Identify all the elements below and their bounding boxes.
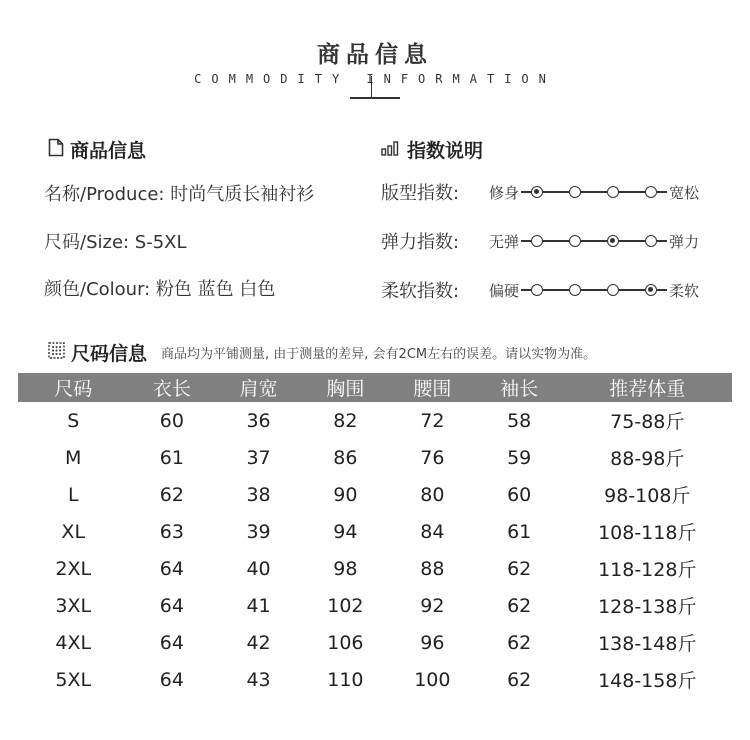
table-cell: 98-108斤 — [604, 485, 691, 507]
index-scale — [521, 235, 667, 247]
table-cell: 64 — [159, 594, 184, 617]
table-cell: 5XL — [55, 668, 92, 691]
table-cell: L — [67, 483, 79, 506]
product-color: 颜色/Colour: 粉色 蓝色 白色 — [44, 279, 276, 300]
page-title: 商品信息 — [317, 42, 433, 68]
index-row-label: 版型指数: — [381, 183, 460, 204]
table-cell: 88-98斤 — [610, 448, 685, 470]
table-cell: 94 — [333, 520, 358, 543]
table-cell: 72 — [420, 409, 445, 432]
table-row — [18, 624, 732, 661]
table-row — [18, 513, 732, 550]
index-heading — [381, 136, 483, 163]
index-row-min-label: 偏硬 — [489, 281, 520, 300]
table-cell: 96 — [420, 631, 445, 654]
page-subtitle: COMMODITY INFORMATION — [194, 72, 556, 86]
index-dot — [569, 235, 581, 247]
column-header: 衣长 — [152, 378, 191, 400]
index-row-label: 弹力指数: — [381, 232, 460, 253]
table-cell: 42 — [246, 631, 271, 654]
index-dot — [569, 284, 581, 296]
table-row — [18, 661, 732, 698]
table-cell: 40 — [246, 557, 271, 580]
table-cell: 110 — [327, 668, 364, 691]
index-dot — [569, 186, 581, 198]
table-cell: 61 — [507, 520, 532, 543]
index-dot-selected — [645, 284, 657, 296]
index-dot-selected — [607, 235, 619, 247]
table-cell: 82 — [333, 409, 358, 432]
column-header: 胸围 — [326, 378, 365, 400]
table-cell: 4XL — [55, 631, 92, 654]
column-header: 尺码 — [54, 378, 93, 400]
table-cell: 59 — [507, 446, 532, 469]
table-cell: 76 — [420, 446, 445, 469]
product-info-heading — [48, 136, 146, 163]
index-dot — [607, 186, 619, 198]
table-cell: 100 — [414, 668, 451, 691]
index-row — [381, 277, 699, 303]
table-cell: M — [65, 446, 82, 469]
table-cell: 61 — [159, 446, 184, 469]
size-table-body — [18, 402, 732, 698]
table-cell: 64 — [159, 668, 184, 691]
table-cell: 58 — [507, 409, 532, 432]
index-row-max-label: 宽松 — [669, 183, 700, 202]
table-cell: 60 — [159, 409, 184, 432]
table-cell: 84 — [420, 520, 445, 543]
size-info-heading — [48, 339, 596, 366]
column-header: 推荐体重 — [609, 378, 686, 400]
size-note: 商品均为平铺测量, 由于测量的差异, 会有2CM左右的误差。请以实物为准。 — [161, 347, 597, 362]
index-dot — [645, 235, 657, 247]
table-cell: 98 — [333, 557, 358, 580]
column-header: 肩宽 — [239, 378, 278, 400]
index-list — [381, 179, 699, 303]
index-dot — [531, 235, 543, 247]
table-cell: 102 — [327, 594, 364, 617]
table-row — [18, 439, 732, 476]
table-cell: 60 — [507, 483, 532, 506]
table-cell: 80 — [420, 483, 445, 506]
table-cell: 86 — [333, 446, 358, 469]
table-cell: 108-118斤 — [598, 522, 697, 544]
index-dot-selected — [531, 186, 543, 198]
title-underline — [350, 97, 400, 99]
table-cell: 90 — [333, 483, 358, 506]
table-row — [18, 587, 732, 624]
table-cell: 62 — [507, 631, 532, 654]
index-scale — [521, 284, 667, 296]
table-cell: 63 — [159, 520, 184, 543]
size-table — [18, 373, 732, 698]
index-row — [381, 179, 699, 205]
table-cell: 62 — [507, 557, 532, 580]
index-row — [381, 228, 699, 254]
index-scale — [521, 186, 667, 198]
grid-icon — [48, 342, 65, 364]
table-cell: 64 — [159, 631, 184, 654]
table-cell: 38 — [246, 483, 271, 506]
bar-chart-icon — [381, 139, 401, 161]
table-row — [18, 402, 732, 439]
table-cell: 2XL — [55, 557, 92, 580]
column-header: 腰围 — [413, 378, 452, 400]
table-cell: 62 — [507, 594, 532, 617]
product-size: 尺码/Size: S-5XL — [44, 232, 187, 253]
table-cell: 92 — [420, 594, 445, 617]
table-cell: 88 — [420, 557, 445, 580]
table-row — [18, 476, 732, 513]
index-row-min-label: 修身 — [489, 183, 520, 202]
table-cell: 118-128斤 — [598, 559, 697, 581]
index-row-max-label: 柔软 — [669, 281, 700, 300]
product-name: 名称/Produce: 时尚气质长袖衬衫 — [44, 184, 315, 205]
table-cell: 43 — [246, 668, 271, 691]
size-info-heading-label: 尺码信息 — [71, 343, 148, 365]
table-cell: 62 — [507, 668, 532, 691]
table-cell: 3XL — [55, 594, 92, 617]
index-row-max-label: 弹力 — [669, 232, 700, 251]
table-cell: 64 — [159, 557, 184, 580]
table-cell: 41 — [246, 594, 271, 617]
index-dot — [645, 186, 657, 198]
table-cell: 75-88斤 — [610, 411, 685, 433]
index-row-label: 柔软指数: — [381, 281, 460, 302]
size-table-header — [18, 373, 732, 402]
table-cell: 39 — [246, 520, 271, 543]
product-info-heading-label: 商品信息 — [70, 140, 147, 162]
table-cell: S — [67, 409, 80, 432]
index-dot — [531, 284, 543, 296]
table-cell: 62 — [159, 483, 184, 506]
table-cell: 128-138斤 — [598, 596, 697, 618]
index-heading-label: 指数说明 — [407, 140, 484, 162]
table-cell: 148-158斤 — [598, 670, 697, 692]
table-cell: 106 — [327, 631, 364, 654]
table-cell: XL — [61, 520, 86, 543]
index-row-min-label: 无弹 — [489, 232, 520, 251]
table-cell: 37 — [246, 446, 271, 469]
table-cell: 138-148斤 — [598, 633, 697, 655]
table-cell: 36 — [246, 409, 271, 432]
table-row — [18, 550, 732, 587]
index-dot — [607, 284, 619, 296]
column-header: 袖长 — [500, 378, 539, 400]
document-icon — [48, 138, 64, 162]
